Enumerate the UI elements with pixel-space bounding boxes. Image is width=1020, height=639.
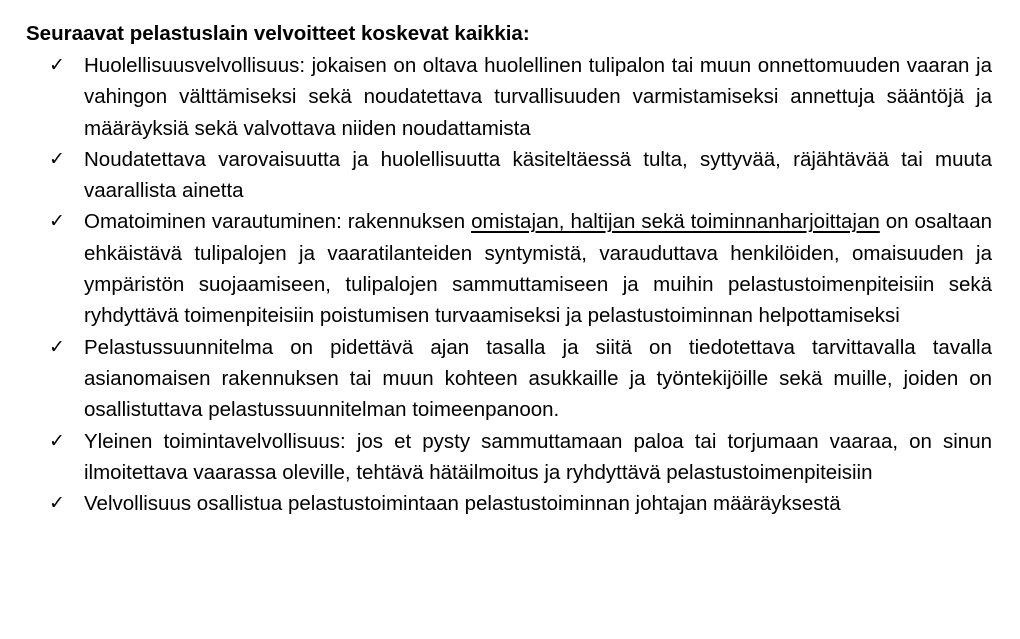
list-item [26,332,992,426]
list-item [26,206,992,331]
list-item-text-underlined: omistajan, haltijan sekä toiminnanharjoittajan [471,210,880,234]
document-heading: Seuraavat pelastuslain velvoitteet koskevat kaikkia: [26,22,530,45]
list-item-text: Yleinen toimintavelvollisuus: jos et pysty sammuttamaan paloa tai torjumaan vaaraa, on sinun ilmoitettava vaarassa oleville, tehtävä hätäilmoitus ja ryhdyttävä pelastustoimenpiteisiin [84,429,992,484]
checkmark-icon: ✓ [49,210,65,233]
document [26,18,992,519]
list-item [26,488,992,519]
checkmark-icon: ✓ [49,335,65,358]
checkmark-icon: ✓ [49,492,65,515]
obligations-list [26,50,992,519]
list-item-text-before: Omatoiminen varautuminen: rakennuksen [84,210,472,234]
list-item-text: Noudatettava varovaisuutta ja huolellisuutta käsiteltäessä tulta, syttyvää, räjähtävää tai muuta vaarallista ainetta [84,147,992,203]
list-item-text: Velvollisuus osallistua pelastustoimintaan pelastustoiminnan johtajan määräyksestä [84,492,841,516]
checkmark-icon: ✓ [49,147,65,170]
list-item-text: Pelastussuunnitelma on pidettävä ajan tasalla ja siitä on tiedotettava tarvittavalla tavalla asianomaisen rakennuksen tai muun kohteen asukkaille ja työntekijöille sekä muille, joiden on osallistuttava pelastussuunnitelman toimeenpanoon. [84,335,992,422]
list-item [26,50,992,144]
list-item [26,144,992,207]
checkmark-icon: ✓ [49,54,65,76]
checkmark-icon: ✓ [49,429,65,452]
list-item-text-after: on osaltaan ehkäistävä tulipalojen ja vaaratilanteiden syntymistä, varauduttava henkilöiden, omaisuuden ja ympäristön suojaamiseen, tulipalojen sammuttamiseen ja muihin pelastustoimenpiteisiin sekä ryhdyttävä toimenpiteisiin poistumisen turvaamiseksi ja pelastustoiminnan helpottamiseksi [84,210,993,328]
list-item-text: Huolellisuusvelvollisuus: jokaisen on oltava huolellinen tulipalon tai muun onnettomuuden vaaran ja vahingon välttämiseksi sekä noudatettava turvallisuuden varmistamiseksi annettuja sääntöjä ja määräyksiä sekä valvottava niiden noudattamista [84,54,992,140]
list-item [26,426,992,489]
